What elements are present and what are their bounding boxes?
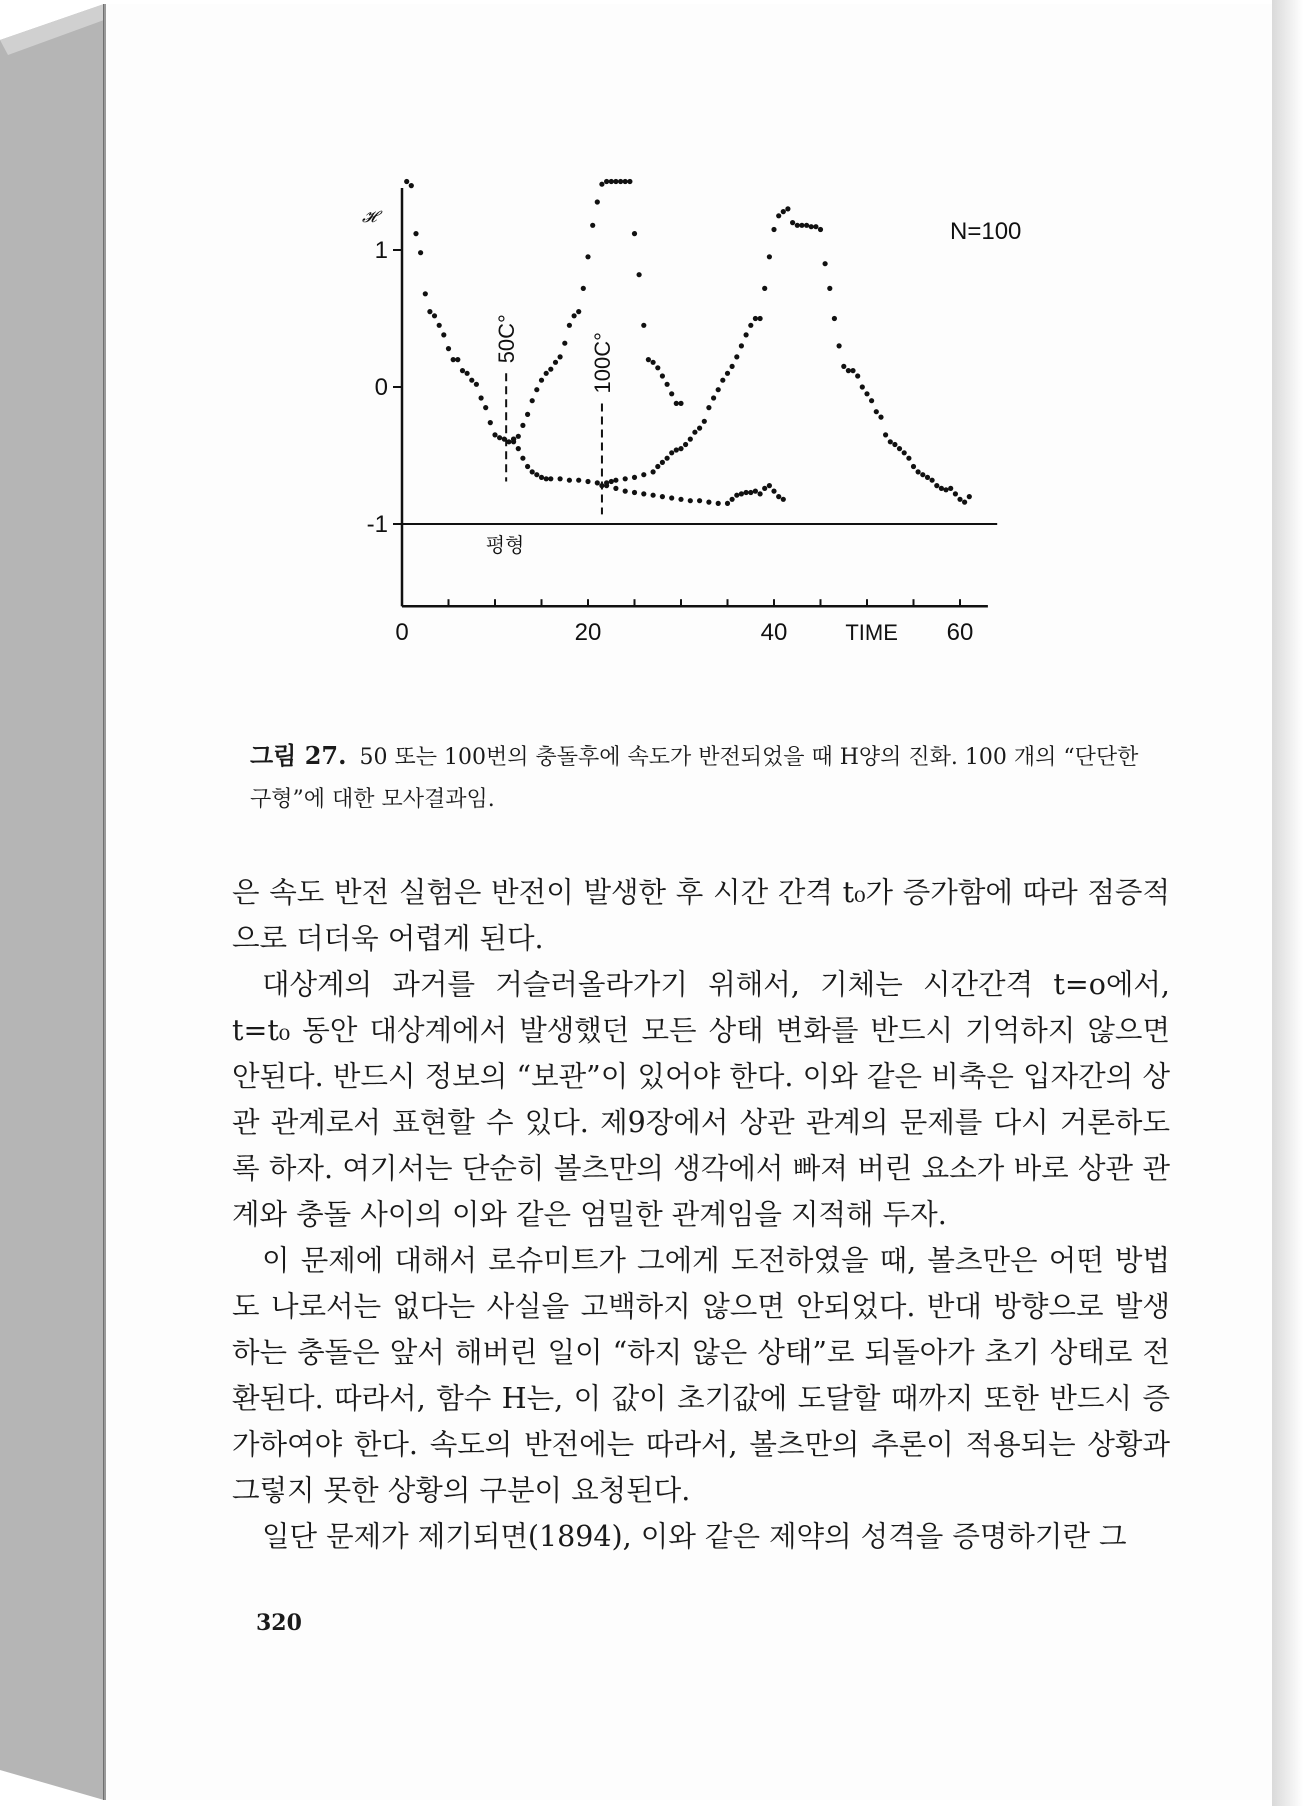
data-point [892,442,897,447]
data-point [771,489,776,494]
paragraph-4: 일단 문제가 제기되면(1894), 이와 같은 제약의 성격을 증명하기란 그 [262,1520,1127,1553]
data-point [520,423,525,428]
data-point [674,447,679,452]
data-point [599,182,604,187]
data-point [455,357,460,362]
data-point [692,430,697,435]
reversal-marker-label: 100C° [589,332,615,394]
data-point [665,456,670,461]
data-point [451,357,456,362]
data-point [697,498,702,503]
data-point [725,371,730,376]
data-point [516,446,521,451]
data-point [404,179,409,184]
data-point [902,450,907,455]
data-point [613,478,618,483]
data-point [888,439,893,444]
data-point [446,346,451,351]
data-point [655,365,660,370]
data-point [855,373,860,378]
data-point [669,391,674,396]
data-point [632,475,637,480]
data-point [957,497,962,502]
data-point [809,224,814,229]
data-point [758,316,763,321]
data-point [651,360,656,365]
data-point [544,371,549,376]
data-point [688,437,693,442]
data-point [655,464,660,469]
data-point [730,364,735,369]
data-point [669,450,674,455]
paragraph-3: 이 문제에 대해서 로슈미트가 그에게 도전하였을 때, 볼츠만은 어떤 방법도 나로서는 없다는 사실을 고백하지 않으면 안되었다. 반대 방향으로 발생하는 충돌은 앞서 해버린 일이 “하지 않은 상태”로 되돌아가 초기 상태로 전환된다. 따라서, 함수 H는, 이 값이 초기값에 도달할 때까지 또한 반드시 증가하여야 한다. 속도의 반전에는 따라서, 볼츠만의 추론이 적용되는 상황과 그렇지 못한 상황의 구분이 요청된다. [232,1244,1170,1507]
data-point [911,464,916,469]
data-point [678,401,683,406]
data-point [683,442,688,447]
data-point [771,227,776,232]
data-point [646,357,651,362]
data-point [850,368,855,373]
data-point [641,472,646,477]
data-point [623,476,628,481]
data-point [920,472,925,477]
body-text [232,870,1170,1560]
data-point [567,323,572,328]
data-point [837,343,842,348]
data-point [688,498,693,503]
paragraph-1: 은 속도 반전 실험은 반전이 발생한 후 시간 간격 t₀가 증가함에 따라 점증적으로 더더욱 어렵게 된다. [232,876,1170,955]
x-tick-label: 40 [760,619,788,647]
data-point [874,409,879,414]
data-point [846,368,851,373]
data-point [939,486,944,491]
chart-title: N=100 [950,218,1022,245]
data-point [781,497,786,502]
data-point [548,476,553,481]
data-point [739,343,744,348]
data-point [641,323,646,328]
data-point [832,316,837,321]
data-point [678,446,683,451]
book-spine-edge [0,0,110,1806]
data-point [799,223,804,228]
data-point [609,179,614,184]
data-point [627,179,632,184]
data-point [618,179,623,184]
data-point [623,489,628,494]
data-point [878,415,883,420]
data-point [665,382,670,387]
data-point [469,378,474,383]
data-point [730,497,735,502]
data-point [465,371,470,376]
data-point [432,313,437,318]
data-point [492,432,497,437]
data-point [539,378,544,383]
data-point [753,316,758,321]
equilibrium-label: 평형 [485,533,525,557]
data-point [427,309,432,314]
data-point [711,395,716,400]
data-point [716,387,721,392]
data-point [660,460,665,465]
data-point [562,341,567,346]
data-point [697,426,702,431]
data-point [613,179,618,184]
data-point [776,494,781,499]
data-point [785,206,790,211]
data-point [511,439,516,444]
data-point [651,493,656,498]
data-point [497,435,502,440]
x-tick-label: 0 [395,619,409,647]
data-point [860,384,865,389]
data-point [762,286,767,291]
page-edge-shadow [1272,0,1303,1806]
data-point [595,480,600,485]
data-point [558,354,563,359]
data-point [590,223,595,228]
data-point [530,469,535,474]
data-point [544,476,549,481]
data-point [553,360,558,365]
data-point [525,464,530,469]
data-point [651,469,656,474]
data-point [613,486,618,491]
data-point [883,432,888,437]
data-point [460,368,465,373]
data-point [669,495,674,500]
data-point [502,437,507,442]
chart-axes [367,188,988,646]
data-point [637,272,642,277]
data-point [776,213,781,218]
data-point [748,490,753,495]
data-point [962,500,967,505]
data-point [520,456,525,461]
data-point [744,490,749,495]
data-point [725,501,730,506]
data-point [437,323,442,328]
data-point [516,434,521,439]
data-point [423,291,428,296]
data-point [534,387,539,392]
data-point [748,323,753,328]
data-point [948,486,953,491]
data-point [660,373,665,378]
data-point [781,209,786,214]
data-point [762,486,767,491]
caption-text: 50 또는 100번의 충돌후에 속도가 반전되었을 때 H양의 진화. 100 개의 “단단한 구형”에 대한 모사결과임. [250,745,1139,812]
data-point [599,483,604,488]
data-point [767,254,772,259]
data-point [916,469,921,474]
data-point [804,223,809,228]
data-point [818,227,823,232]
data-point [934,483,939,488]
data-point [841,364,846,369]
data-point [767,483,772,488]
data-point [943,487,948,492]
data-point [734,354,739,359]
data-point [567,478,572,483]
data-point [534,472,539,477]
data-point [869,398,874,403]
data-point [795,223,800,228]
data-point [674,401,679,406]
data-point [744,332,749,337]
data-point [441,332,446,337]
y-axis-label: 𝓗 [362,207,377,226]
data-point [734,493,739,498]
data-point [604,179,609,184]
data-point [488,420,493,425]
data-point [660,494,665,499]
data-point [925,475,930,480]
data-point [813,224,818,229]
data-point [409,183,414,188]
data-points [404,179,972,506]
data-point [827,286,832,291]
data-point [716,501,721,506]
data-point [506,439,511,444]
data-point [632,490,637,495]
data-point [576,478,581,483]
data-point [758,491,763,496]
figure-chart [340,170,1140,710]
data-point [572,313,577,318]
data-point [585,479,590,484]
data-point [706,405,711,410]
data-point [967,494,972,499]
data-point [413,231,418,236]
x-tick-label: 20 [574,619,602,647]
page-number: 320 [256,1610,302,1636]
data-point [623,179,628,184]
data-point [548,367,553,372]
data-point [739,491,744,496]
data-point [897,446,902,451]
data-point [581,286,586,291]
data-point [585,254,590,259]
data-point [558,476,563,481]
x-axis-label: TIME [845,620,898,646]
data-point [641,491,646,496]
data-point [525,412,530,417]
reversal-marker-label: 50C° [494,314,520,364]
data-point [864,391,869,396]
equilibrium-line [402,524,997,557]
data-point [906,456,911,461]
data-point [930,478,935,483]
caption-label: 그림 27. [250,741,347,770]
data-point [595,199,600,204]
x-tick-label: 60 [946,619,974,647]
data-point [953,491,958,496]
data-point [702,419,707,424]
data-point [706,500,711,505]
data-point [609,479,614,484]
data-point [418,250,423,255]
data-point [823,261,828,266]
data-point [632,231,637,236]
data-point [753,489,758,494]
data-point [790,220,795,225]
data-point [479,395,484,400]
data-point [530,398,535,403]
data-point [576,309,581,314]
figure-caption [250,735,1150,821]
y-tick-label: 1 [374,237,388,264]
data-point [539,475,544,480]
y-tick-label: 0 [374,374,388,401]
y-tick-label: -1 [366,511,388,538]
data-point [474,382,479,387]
data-point [604,480,609,485]
data-point [678,497,683,502]
paragraph-2: 대상계의 과거를 거슬러올라가기 위해서, 기체는 시간간격 t=o에서, t=t₀ 동안 대상계에서 발생했던 모든 상태 변화를 반드시 기억하지 않으면 안된다. 반드시 정보의 “보관”이 있어야 한다. 이와 같은 비축은 입자간의 상관 관계로서 표현할 수 있다. 제9장에서 상관 관계의 문제를 다시 거론하도록 하자. 여기서는 단순히 볼츠만의 생각에서 빠져 버린 요소가 바로 상관 관계와 충돌 사이의 이와 같은 엄밀한 관계임을 지적해 두자. [232,968,1170,1231]
data-point [483,405,488,410]
data-point [720,378,725,383]
